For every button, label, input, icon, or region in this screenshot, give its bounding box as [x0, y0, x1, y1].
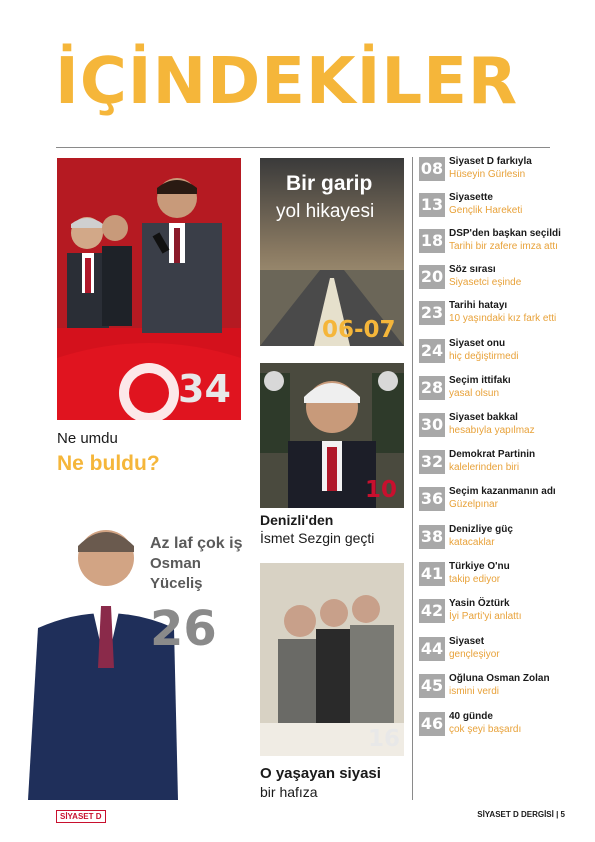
toc-item-subtitle: Tarihi bir zafere imza attı	[449, 241, 558, 252]
toc-item-title: DSP'den başkan seçildi	[449, 228, 561, 239]
toc-item-title: Türkiye O'nu	[449, 561, 510, 572]
yucelis-line1: Az laf çok iş	[150, 535, 243, 552]
toc-item-subtitle: kalelerinden biri	[449, 462, 520, 473]
story-page-number-06-07: 06-07	[322, 317, 396, 343]
toc-item[interactable]	[419, 597, 559, 625]
sezgin-story-line2: İsmet Sezgin geçti	[260, 530, 375, 546]
toc-item[interactable]	[419, 448, 559, 476]
toc-item-title: Seçim kazanmanın adı	[449, 486, 556, 497]
toc-item[interactable]	[419, 337, 559, 365]
toc-item-title: Siyaset onu	[449, 338, 506, 349]
toc-item-title: Siyasette	[449, 192, 493, 203]
toc-item-subtitle: hesabıyla yapılmaz	[449, 425, 535, 436]
story-page-number-26: 26	[150, 601, 217, 657]
toc-item-page-number: 44	[419, 637, 445, 661]
toc-item-title: Seçim ittifakı	[449, 375, 511, 386]
toc-item[interactable]	[419, 635, 559, 663]
toc-item-page-number: 32	[419, 450, 445, 474]
toc-item-title: Siyaset	[449, 636, 485, 647]
toc-item-page-number: 30	[419, 413, 445, 437]
toc-item-page-number: 41	[419, 562, 445, 586]
toc-item-page-number: 28	[419, 376, 445, 400]
toc-item-title: Siyaset D farkıyla	[449, 156, 532, 167]
toc-item-title: Söz sırası	[449, 264, 496, 275]
toc-item-page-number: 18	[419, 229, 445, 253]
group-story-line2: bir hafıza	[260, 784, 318, 800]
road-story-line1: Bir garip	[286, 172, 373, 195]
toc-item-subtitle: Gençlik Hareketi	[449, 205, 523, 216]
toc-item-subtitle: çok şeyi başardı	[449, 724, 522, 735]
story-page-number-10: 10	[365, 477, 398, 503]
toc-item-subtitle: yasal olsun	[449, 388, 500, 399]
toc-item-page-number: 46	[419, 712, 445, 736]
toc-item[interactable]	[419, 485, 559, 513]
toc-item-page-number: 38	[419, 525, 445, 549]
yucelis-line3: Yüceliş	[150, 575, 203, 592]
footer-page-label: SİYASET D DERGİSİ | 5	[477, 810, 565, 819]
toc-item-subtitle: hiç değiştirmedi	[449, 351, 519, 362]
toc-item[interactable]	[419, 191, 559, 219]
toc-item-subtitle: İyi Parti'yi anlattı	[449, 611, 522, 622]
story-page-number-16: 16	[368, 726, 401, 752]
toc-item-subtitle: Güzelpınar	[449, 499, 498, 510]
toc-item-page-number: 24	[419, 339, 445, 363]
toc-item-title: Yasin Öztürk	[449, 598, 510, 609]
toc-item-title: Demokrat Partinin	[449, 449, 536, 460]
group-story-line1: O yaşayan siyasi	[260, 765, 381, 782]
header-divider	[56, 147, 550, 148]
toc-item-subtitle: takip ediyor	[449, 574, 501, 585]
toc-item[interactable]	[419, 710, 559, 738]
toc-item-subtitle: gençleşiyor	[449, 649, 500, 660]
toc-item-subtitle: katacaklar	[449, 537, 495, 548]
toc-item-page-number: 36	[419, 487, 445, 511]
toc-item-title: 40 günde	[449, 711, 493, 722]
toc-item-title: Tarihi hatayı	[449, 300, 508, 311]
toc-item-subtitle: Hüseyin Gürlesin	[449, 169, 526, 180]
story-headline-line1: Ne umdu	[57, 430, 118, 447]
toc-item[interactable]	[419, 263, 559, 291]
page-title: İÇİNDEKİLER	[55, 45, 519, 119]
toc-item[interactable]	[419, 299, 559, 327]
yucelis-line2: Osman	[150, 555, 201, 572]
toc-item-title: Denizliye güç	[449, 524, 513, 535]
toc-item[interactable]	[419, 560, 559, 588]
story-headline-line2: Ne buldu?	[57, 452, 160, 475]
toc-item-title: Oğluna Osman Zolan	[449, 673, 550, 684]
toc-item-page-number: 20	[419, 265, 445, 289]
toc-item-page-number: 23	[419, 301, 445, 325]
toc-item[interactable]	[419, 411, 559, 439]
toc-item[interactable]	[419, 523, 559, 551]
sezgin-story-line1: Denizli'den	[260, 512, 334, 528]
magazine-logo: SİYASET D	[56, 810, 106, 823]
road-story-line2: yol hikayesi	[276, 201, 375, 222]
toc-item[interactable]	[419, 374, 559, 402]
toc-item-page-number: 42	[419, 599, 445, 623]
toc-item-page-number: 08	[419, 157, 445, 181]
toc-item[interactable]	[419, 155, 559, 183]
toc-item[interactable]	[419, 672, 559, 700]
toc-item-page-number: 13	[419, 193, 445, 217]
toc-item-subtitle: Siyasetci eşinde	[449, 277, 522, 288]
column-divider	[412, 157, 413, 800]
toc-item-subtitle: 10 yaşındaki kız fark etti	[449, 313, 557, 324]
toc-item-title: Siyaset bakkal	[449, 412, 518, 423]
toc-item[interactable]	[419, 227, 559, 255]
story-page-number-34: 34	[178, 367, 231, 411]
toc-item-subtitle: ismini verdi	[449, 686, 500, 697]
toc-item-page-number: 45	[419, 674, 445, 698]
